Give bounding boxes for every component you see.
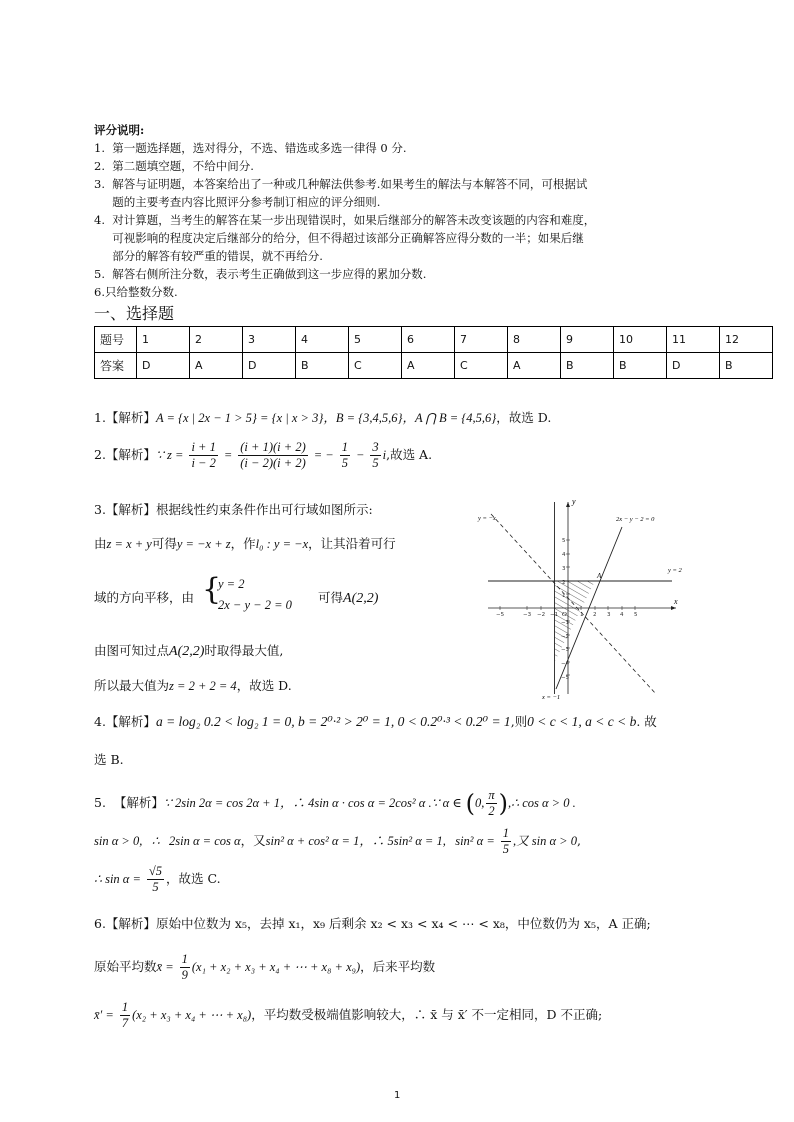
scoring-item-4: 4. 对计算题，当考生的解答在某一步出现错误时，如果后继部分的解答未改变该题的内容和难度， [94,213,596,227]
label-y-equals-2: y = 2 [668,567,682,574]
q2-label: 2.【解析】 [94,447,156,462]
y-tick-label: 3 [562,566,566,572]
q4-line-2: 选 B. [94,752,124,767]
q6-text: 原始平均数 [94,959,157,974]
q1-tail: ，故选 D. [496,410,552,425]
table-row [95,353,773,379]
scoring-item-4-cont: 可视影响的程度决定后继部分的给分，但不得超过该部分正确解答应得分数的一半；如果后继 [94,231,584,245]
y-axis-arrow-icon [566,502,570,507]
q3-system-eq-2: 2x − y − 2 = 0 [218,598,292,612]
q3-system-brace: { [202,572,222,607]
y-tick-label: −2 [561,634,570,640]
q3-math: z = 2 + 2 = 4 [169,679,237,693]
q3-text: 可得 [151,536,177,551]
table-cell: 10 [614,327,667,353]
q5-math: ,又 sin α > 0 [513,834,577,848]
q2-fraction-1: $\frac{i + 1}{i - 2}$ [191,440,216,470]
q5-fraction-pi-2: $\frac{\pi}{2}$ [488,788,495,818]
table-cell: 4 [296,327,349,353]
q5-paren-open: ( [465,789,475,818]
q3-system-eq-1: y = 2 [218,577,245,591]
q2-equals: = [223,448,233,462]
label-x-equals-neg1: x = −1 [542,694,561,701]
scoring-item-5: 5. 解答右侧所注分数，表示考生正确做到这一步应得的累加分数. [94,267,427,281]
q3-line-3-result [318,588,378,607]
q3-text: ，故选 D. [236,678,292,693]
q3-text: 由图可知过点 [94,643,170,658]
label-y-equals-neg-x: y = −x [478,515,496,522]
x-tick-label: 2 [593,612,597,618]
q6-line-1 [94,914,651,932]
q4-text: . 故 [636,714,657,729]
q3-label: 3.【解析】 [94,502,156,517]
table-cell: D [243,353,296,379]
label-point-a: A [597,572,602,580]
q5-fraction-sqrt5-5: $\frac{√5}{5}$ [148,864,163,894]
scoring-item-3-cont: 题的主要考查内容比照评分参考制订相应的评分细则. [94,195,381,209]
x-tick-label: 3 [607,612,611,618]
table-cell: 3 [243,327,296,353]
q3-text: ，作 [230,536,256,551]
q2-tail: ,故选 A. [386,447,433,462]
y-tick-label: 1 [562,593,566,599]
q5-math: ,∴ cos α > 0 . [508,796,576,810]
x-tick-label: 4 [620,612,624,618]
q6-math: x̄′ = [94,1008,114,1022]
q5-fraction-1-5: $\frac{1}{5}$ [502,826,510,856]
q3-line-5 [94,676,292,694]
q3-text: ，让其沿着可行 [308,536,396,551]
y-tick-label: −1 [561,620,570,626]
x-tick-label: 1 [580,612,584,618]
q2-minus: − [355,448,365,462]
q5-line-3 [94,864,221,895]
scoring-title: 评分说明: [94,123,145,137]
q3-line-1 [94,500,373,518]
q5-label: 5. 【解析】 [94,795,164,810]
q3-math: l₀ : y = −x [255,537,309,551]
table-cell: 5 [349,327,402,353]
q6-math: (x₂ + x₃ + x₄ + ⋯ + x₈) [132,1008,252,1022]
table-cell: 12 [720,327,773,353]
table-cell: A [402,353,455,379]
table-cell: 2 [190,327,243,353]
q6-text: ，平均数受极端值影响较大，∴ x̄ 与 x̄′ 不一定相同，D 不正确; [251,1007,603,1022]
q2-solution [94,440,432,471]
table-row [95,327,773,353]
feasible-region-graph [476,494,686,702]
q5-math: ，∴ 4sin α · cos α = 2cos² α .∵ α ∈ [279,796,462,810]
x-tick-label: −3 [523,612,532,618]
scoring-item-3: 3. 解答与证明题，本答案给出了一种或几种解法供参考.如果考生的解法与本解答不同，可根据试 [94,177,588,191]
y-tick-label: 2 [562,580,566,586]
table-cell: C [349,353,402,379]
table-cell: B [614,353,667,379]
q3-math: A(2,2) [169,644,205,659]
answer-table [94,326,773,379]
q4-math: 0 < c < 1, a < c < b [527,714,637,729]
scoring-item-4-cont2: 部分的解答有较严重的错误，就不再给分. [94,249,323,263]
q3-math: A(2,2) [343,591,379,606]
q3-text: 由 [94,536,107,551]
x-tick-label: 5 [634,612,638,618]
q4-math: a = log₂ 0.2 < log₂ 1 = 0, b = 2⁰·² > 2⁰ = 1, 0 < 0.2⁰·³ < 0.2⁰ = 1 [155,714,511,729]
y-tick-label: 5 [562,538,566,544]
scoring-item-6: 6.只给整数分数. [94,285,178,299]
q6-fraction-1-9: $\frac{1}{9}$ [181,952,188,982]
table-cell: D [137,353,190,379]
line-y-equals-neg-x [491,514,656,694]
q5-text: ，故选 C. [166,871,221,886]
q3-text: 可得 [318,590,344,605]
y-tick-label: −3 [561,647,570,653]
x-tick-label: −5 [496,612,505,618]
q5-line-1 [94,788,576,819]
q6-text: ，后来平均数 [360,959,436,974]
q4-text: ,则 [510,714,528,729]
x-tick-label: −2 [537,612,546,618]
q3-text: 所以最大值为 [94,678,170,693]
q6-fraction-1-7: $\frac{1}{7}$ [121,1000,129,1030]
x-tick-label: −1 [550,612,559,618]
table-cell: 6 [402,327,455,353]
table-cell: B [296,353,349,379]
scoring-item-2: 2. 第二题填空题，不给中间分. [94,159,254,173]
q6-math: (x₁ + x₂ + x₃ + x₄ + ⋯ + x₈ + x₉) [191,960,361,974]
q5-text: ，又 [240,833,266,848]
q5-line-2 [94,826,581,857]
table-cell: 8 [508,327,561,353]
q1-label: 1.【解析】 [94,410,156,425]
q2-imaginary-unit: i [382,448,387,462]
q5-math: ∴ sin α = [94,872,141,886]
q1-math: A = {x | 2x − 1 > 5} = {x | x > 3}，B = {3,4,5,6}，A ⋂ B = {4,5,6} [155,411,497,425]
table-cell: 7 [455,327,508,353]
y-tick-label: −4 [561,661,570,667]
q6-label: 6.【解析】 [94,916,156,931]
q3-line-3-text: 域的方向平移，由 [94,590,195,605]
page-number: 1 [394,1090,401,1101]
table-cell: 9 [561,327,614,353]
table-cell: B [720,353,773,379]
table-cell: 11 [667,327,720,353]
scoring-item-1: 1. 第一题选择题，选对得分，不选、错选或多选一律得 0 分. [94,141,407,155]
label-x-axis: x [674,597,678,606]
label-y-axis: y [572,497,576,506]
label-2x-y-2: 2x − y − 2 = 0 [616,516,655,523]
table-cell: D [667,353,720,379]
q3-math: z = x + y [106,537,152,551]
section-title: 一、选择题 [94,304,175,323]
q5-paren-close: ) [498,789,508,818]
q3-intro: 根据线性约束条件作出可行域如图所示: [155,502,373,517]
q6-line-3 [94,1000,602,1031]
q4-label: 4.【解析】 [94,714,156,729]
y-tick-label: 4 [562,552,566,558]
q2-fraction-2: $\frac{(i + 1)(i + 2)}{(i - 2)(i + 2)}$ [240,440,306,470]
y-tick-label: −5 [561,675,570,681]
table-header-cell: 答案 [95,353,137,379]
q6-math: x̄ = [156,960,174,974]
table-header-cell: 题号 [95,327,137,353]
q5-math: sin² α + cos² α = 1 [265,834,360,848]
x-axis-arrow-icon [671,606,676,610]
table-cell: C [455,353,508,379]
q1-solution [94,408,551,426]
q5-math: 0, [474,796,485,810]
q4-solution [94,712,657,730]
table-cell: B [561,353,614,379]
q5-math: ，∴ 5sin² α = 1, sin² α = [359,834,495,848]
q6-text: 原始中位数为 x₅，去掉 x₁，x₉ 后剩余 x₂ < x₃ < x₄ < ⋯ < x₈，中位数仍为 x₅，A 正确; [155,916,651,931]
q5-math: sin α > 0, ∴ 2sin α = cos α [94,834,241,848]
q2-fraction-3: $\frac{1}{5}$ [341,440,348,470]
q2-fraction-4: $\frac{3}{5}$ [372,440,379,470]
q5-math: ∵ 2sin 2α = cos 2α + 1 [163,796,280,810]
q3-line-4 [94,641,283,660]
table-cell: A [508,353,561,379]
q2-equals-minus: = − [313,448,334,462]
q5-text: , [577,833,581,848]
table-cell: 1 [137,327,190,353]
q6-line-2 [94,952,435,983]
q2-because: ∵ z = [155,448,184,462]
q3-math: y = −x + z [176,537,231,551]
label-origin: O [562,611,567,618]
table-cell: A [190,353,243,379]
q3-text: 时取得最大值, [204,643,284,658]
q3-line-2 [94,534,396,552]
